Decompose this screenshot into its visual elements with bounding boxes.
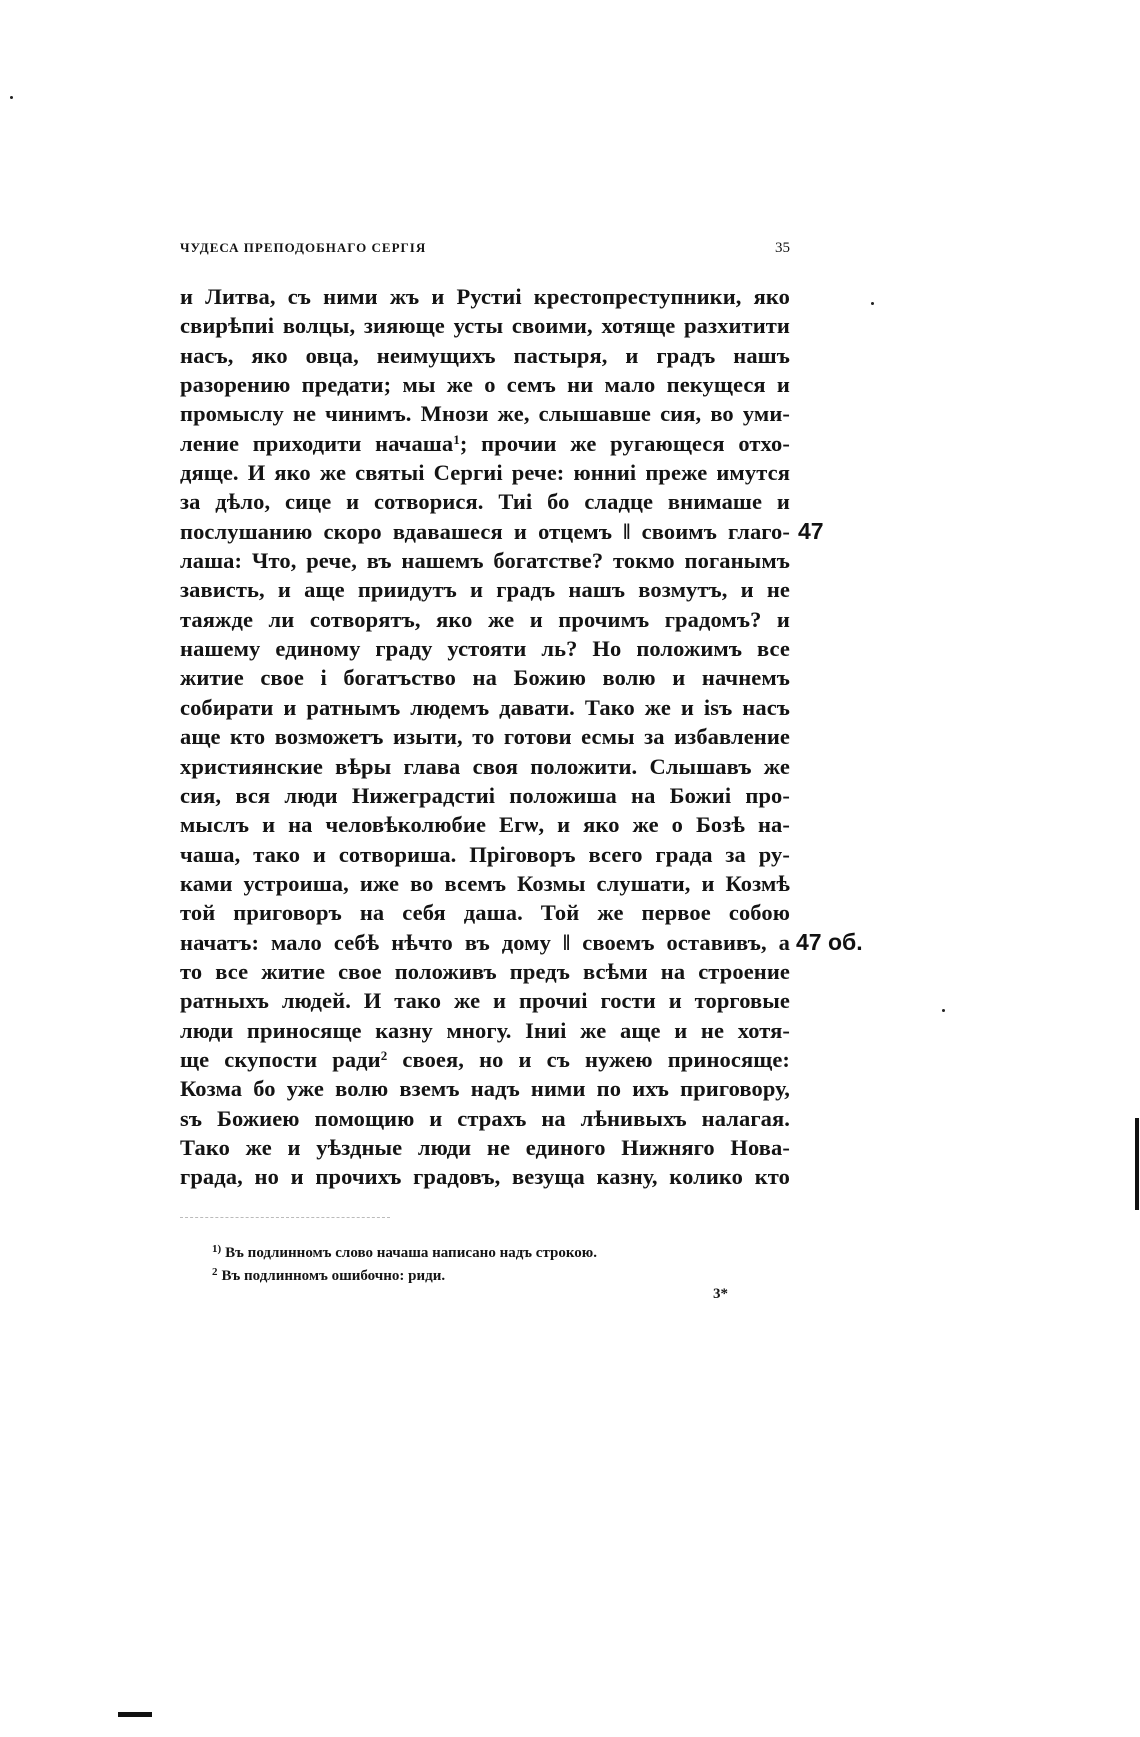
text-line [180, 429, 790, 458]
text-line: начатъ: мало себѣ нѣчто въ дому ‖ своемъ оставивъ, а [180, 929, 790, 955]
footnote-ref: 1 [453, 431, 460, 447]
footnote [212, 1242, 772, 1265]
text-line: Тако же и уѣздные люди не единого Нижняго Нова- [180, 1134, 790, 1160]
text-line-part: ще скупости ради [180, 1046, 381, 1072]
text-line: ратныхъ людей. И тако же и прочиі гости и торговые [180, 988, 790, 1014]
text-line: нашему единому граду устояти ль? Но положимъ все [180, 636, 790, 662]
text-line-part: своея, но и съ нужею приносяще: [387, 1046, 790, 1072]
text-line: ками устроиша, иже во всемъ Козмы слушати, и Козмѣ [180, 870, 790, 896]
text-line: свирѣпиі волцы, зияюще усты своими, хотяще разхитити [180, 313, 790, 339]
footnote-rule [180, 1217, 390, 1218]
text-line: ѕъ Божиею помощию и страхъ на лѣнивыхъ налагая. [180, 1105, 790, 1131]
text-line: послушанию скоро вдавашеся и отцемъ ‖ своимъ глаго- [180, 518, 790, 544]
text-line: лаша: Что, рече, въ нашемъ богатстве? токмо поганымъ [180, 548, 790, 574]
text-line: и Литва, съ ними жъ и Рустиі крестопреступники, яко [180, 284, 790, 309]
text-line: дяще. И яко же святыі Сергиі рече: юнниі преже имутся [180, 460, 790, 486]
text-line: таяжде ли сотворятъ, яко же и прочимъ градомъ? и [180, 606, 790, 632]
text-line: разорению предати; мы же о семъ ни мало пекущеся и [180, 372, 790, 398]
scan-edge-mark [118, 1712, 152, 1717]
text-line: Козма бо уже волю вземъ надъ ними по ихъ приговору, [180, 1076, 790, 1102]
margin-folio-note: 47 об. [796, 929, 863, 955]
scan-speck [10, 96, 13, 99]
text-line: люди приносяще казну многу. Iниі же аще и не хотя- [180, 1017, 790, 1043]
text-line: чаша, тако и сотвориша. Прiговоръ всего града за ру- [180, 841, 790, 867]
text-line-part: ление приходити начаша [180, 430, 454, 456]
scan-speck [942, 1009, 945, 1012]
footnote [212, 1265, 772, 1288]
margin-folio-note: 47 [798, 518, 824, 544]
text-line: собирати и ратнымъ людемъ давати. Тако же и іѕъ насъ [180, 694, 790, 720]
footnote-text: Въ подлинномъ слово начаша написано надъ строкою. [225, 1245, 598, 1261]
footnote-number: 2 [212, 1266, 218, 1278]
body-text [180, 282, 790, 1192]
text-line-part: ; прочии же ругающеся отхо- [459, 430, 790, 456]
text-line: той приговоръ на себя даша. Той же первое собою [180, 900, 790, 926]
text-line: промыслу не чинимъ. Мнози же, слышавше сия, во уми- [180, 401, 790, 427]
text-line [180, 1045, 790, 1074]
footnotes [212, 1242, 772, 1288]
text-line: за дѣло, сице и сотворися. Тиі бо сладце внимаше и [180, 489, 790, 515]
footnote-number: 1) [212, 1243, 222, 1255]
text-line: града, но и прочихъ градовъ, везуща казну, колико кто [180, 1164, 790, 1190]
text-line: то все житие свое положивъ предъ всѣми на строение [180, 958, 790, 984]
footnote-ref: 2 [380, 1047, 388, 1063]
footnote-text: Въ подлинномъ ошибочно: риди. [221, 1268, 446, 1284]
text-line: сия, вся люди Нижеградстиі положиша на Божиі про- [180, 782, 790, 808]
page-number: 35 [775, 240, 790, 256]
scan-speck [871, 302, 874, 305]
text-line: аще кто возможетъ изыти, то готови есмы за избавление [180, 724, 790, 750]
signature-mark: 3* [713, 1286, 728, 1302]
text-line: християнские вѣры глава своя положити. Слышавъ же [180, 753, 790, 779]
running-title: ЧУДЕСА ПРЕПОДОБНАГО СЕРГІЯ [180, 240, 427, 255]
text-line: житие свое і богатъство на Божию волю и начнемъ [180, 665, 790, 691]
running-head [180, 240, 790, 257]
text-line: зависть, и аще приидутъ и градъ нашъ возмутъ, и не [180, 577, 790, 603]
text-line: мыслъ и на человѣколюбие Егѡ, и яко же о Бозѣ на- [180, 812, 790, 838]
scan-edge-mark [1135, 1118, 1139, 1210]
text-line: насъ, яко овца, неимущихъ пастыря, и градъ нашъ [180, 342, 790, 368]
